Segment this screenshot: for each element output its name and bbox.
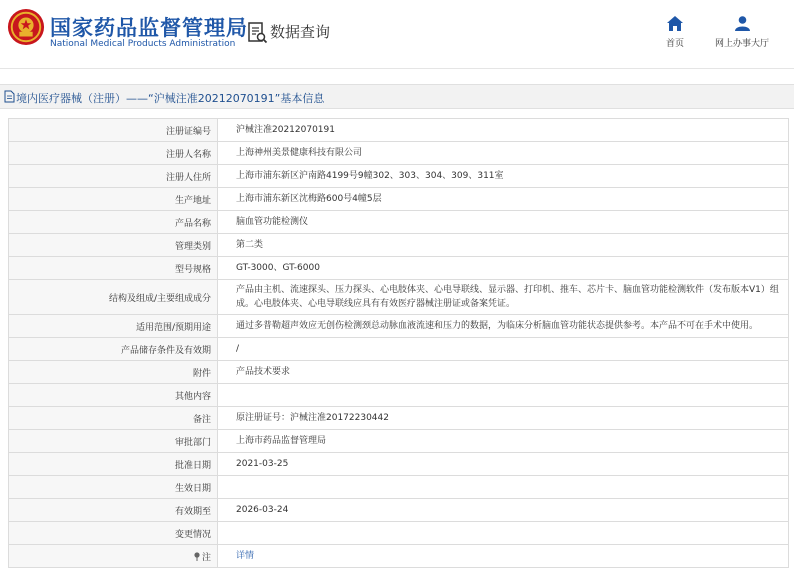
row-value: 沪械注准20212070191 bbox=[218, 119, 789, 142]
table-row bbox=[9, 188, 789, 211]
row-label: 批准日期 bbox=[9, 453, 218, 476]
row-value: 上海市药品监督管理局 bbox=[218, 430, 789, 453]
row-value: 通过多普勒超声效应无创伤检测颈总动脉血液流速和压力的数据，为临床分析脑血管功能状态提供参考。本产品不可在手术中使用。 bbox=[218, 315, 789, 338]
nav-home-label: 首页 bbox=[665, 39, 684, 49]
row-value: 脑血管功能检测仪 bbox=[218, 211, 789, 234]
row-label: 型号规格 bbox=[9, 257, 218, 280]
row-label: 变更情况 bbox=[9, 522, 218, 545]
row-label: 产品名称 bbox=[9, 211, 218, 234]
table-row bbox=[9, 142, 789, 165]
row-value: 2021-03-25 bbox=[218, 453, 789, 476]
table-row bbox=[9, 211, 789, 234]
row-value: 上海神州美景健康科技有限公司 bbox=[218, 142, 789, 165]
row-label: 注册人名称 bbox=[9, 142, 218, 165]
row-value: GT-3000、GT-6000 bbox=[218, 257, 789, 280]
row-value: 2026-03-24 bbox=[218, 499, 789, 522]
table-row bbox=[9, 407, 789, 430]
nmpa-emblem-icon bbox=[7, 8, 45, 46]
section-title: 数据查询 bbox=[270, 23, 331, 41]
row-value: 原注册证号：沪械注准20172230442 bbox=[218, 407, 789, 430]
table-row bbox=[9, 361, 789, 384]
row-label: 有效期至 bbox=[9, 499, 218, 522]
row-label: 管理类别 bbox=[9, 234, 218, 257]
details-link[interactable]: 详情 bbox=[236, 551, 255, 561]
row-label: 产品储存条件及有效期 bbox=[9, 338, 218, 361]
brand-name-en: National Medical Products Administration bbox=[50, 39, 236, 49]
table-row bbox=[9, 476, 789, 499]
row-value bbox=[218, 476, 789, 499]
breadcrumb-text: 境内医疗器械（注册）——“沪械注准20212070191”基本信息 bbox=[16, 92, 325, 105]
row-value bbox=[218, 522, 789, 545]
row-label: 备注 bbox=[9, 407, 218, 430]
brand-name-cn: 国家药品监督管理局 bbox=[50, 16, 248, 40]
nav-home[interactable] bbox=[660, 16, 690, 49]
table-row bbox=[9, 257, 789, 280]
header-divider bbox=[0, 68, 794, 69]
document-search-icon bbox=[248, 22, 268, 44]
site-header bbox=[0, 0, 794, 68]
table-row bbox=[9, 315, 789, 338]
table-row bbox=[9, 165, 789, 188]
row-value: 上海市浦东新区沈梅路600号4幢5层 bbox=[218, 188, 789, 211]
breadcrumb bbox=[0, 84, 794, 109]
table-row bbox=[9, 280, 789, 315]
row-label: 审批部门 bbox=[9, 430, 218, 453]
row-value bbox=[218, 384, 789, 407]
nav-online-service-hall-label: 网上办事大厅 bbox=[714, 39, 769, 49]
row-label: 其他内容 bbox=[9, 384, 218, 407]
device-info-table bbox=[8, 118, 789, 568]
table-row bbox=[9, 545, 789, 568]
row-value: 上海市浦东新区沪南路4199号9幢302、303、304、309、311室 bbox=[218, 165, 789, 188]
pin-icon bbox=[193, 552, 201, 561]
row-value: 第二类 bbox=[218, 234, 789, 257]
nav-online-service-hall[interactable] bbox=[711, 16, 773, 49]
row-label: 附件 bbox=[9, 361, 218, 384]
home-icon bbox=[667, 16, 683, 31]
row-value: 产品由主机、流速探头、压力探头、心电肢体夹、心电导联线、显示器、打印机、推车、芯片卡、脑血管功能检测软件（发布版本V1）组成。心电肢体夹、心电导联线应具有有效医疗器械注册证或备案凭证。 bbox=[218, 280, 789, 315]
table-row bbox=[9, 338, 789, 361]
table-row bbox=[9, 384, 789, 407]
user-icon bbox=[735, 16, 750, 31]
row-value: / bbox=[218, 338, 789, 361]
note-label: 注 bbox=[201, 552, 211, 563]
row-label: 生效日期 bbox=[9, 476, 218, 499]
row-label bbox=[9, 545, 218, 568]
table-row bbox=[9, 453, 789, 476]
row-value bbox=[218, 545, 789, 568]
row-value: 产品技术要求 bbox=[218, 361, 789, 384]
table-row bbox=[9, 522, 789, 545]
row-label: 注册证编号 bbox=[9, 119, 218, 142]
table-row bbox=[9, 499, 789, 522]
row-label: 结构及组成/主要组成成分 bbox=[9, 280, 218, 315]
row-label: 适用范围/预期用途 bbox=[9, 315, 218, 338]
row-label: 注册人住所 bbox=[9, 165, 218, 188]
table-row bbox=[9, 430, 789, 453]
document-icon bbox=[4, 90, 15, 103]
table-row bbox=[9, 119, 789, 142]
row-label: 生产地址 bbox=[9, 188, 218, 211]
table-row bbox=[9, 234, 789, 257]
